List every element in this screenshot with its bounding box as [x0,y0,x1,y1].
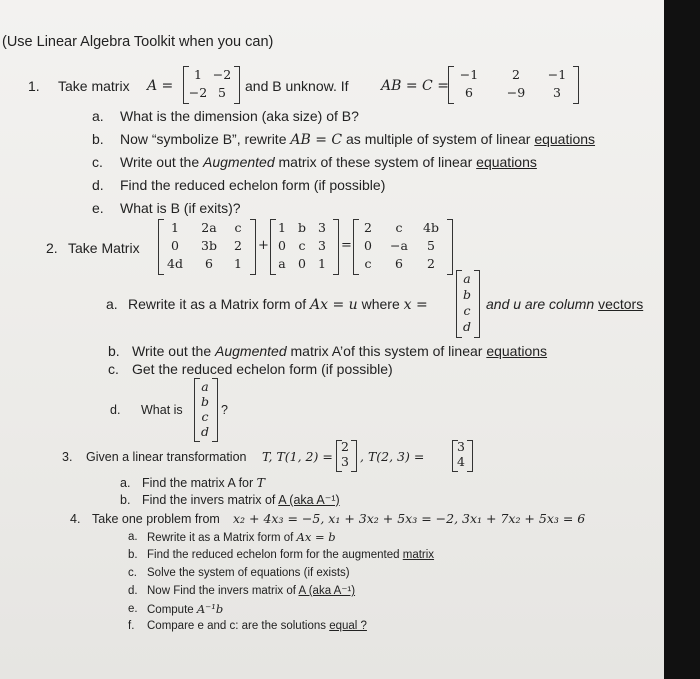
q4-number: 4. [70,512,81,526]
q1-mid-text: and B unknow. If [245,78,349,94]
header-note: (Use Linear Algebra Toolkit when you can) [2,34,274,50]
q3a-text: Find the matrix A for T [142,475,265,490]
q2b-label: b. [108,343,120,359]
q1b-label: b. [92,131,104,147]
q2a-tail: and u are column vectors [486,296,644,312]
q1e-label: e. [92,200,104,216]
q4a-text: Rewrite it as a Matrix form of Ax = b [147,530,336,544]
q1c-label: c. [92,154,103,170]
q4-equations: x₂ + 4x₃ = −5, x₁ + 3x₂ + 5x₃ = −2, 3x₁ + 7x₂ + 5x₃ = 6 [233,511,586,526]
q4e-text: Compute A⁻¹b [147,602,224,616]
q3a-label: a. [120,476,131,490]
q1b-text: Now “symbolize B”, rewrite AB = C as multiple of system of linear equations [120,131,596,148]
q4c-label: c. [128,567,137,579]
q1-A-symbol: A = [147,78,174,94]
q4f-text: Compare e and c: are the solutions equal ? [147,620,367,632]
q1-lead: Take matrix [58,78,130,94]
q2a-label: a. [106,296,118,312]
q1-number: 1. [28,78,40,94]
plus-sign: + [258,238,269,253]
q2c-text: Get the reduced echelon form (if possible) [132,361,393,377]
q4d-text: Now Find the invers matrix of A (aka A⁻¹) [147,585,356,597]
q2-lead: Take Matrix [68,240,140,256]
q4c-text: Solve the system of equations (if exists) [147,567,350,579]
q2b-text: Write out the Augmented matrix A’of this system of linear equations [132,343,548,359]
q3-T2: , T(2, 3) = [360,449,425,464]
q2d-label: d. [110,403,121,417]
q4b-label: b. [128,549,138,561]
q2a-text: Rewrite it as a Matrix form of Ax = u where x = [128,296,428,313]
q2-number: 2. [46,240,58,256]
q3b-text: Find the invers matrix of A (aka A⁻¹) [142,493,340,507]
q1d-text: Find the reduced echelon form (if possible) [120,177,386,193]
q1-AB-eq: AB = C = [381,78,449,94]
q1c-text: Write out the Augmented matrix of these system of linear equations [120,154,537,170]
q2c-label: c. [108,361,119,377]
q3-T1: T, T(1, 2) = [262,449,333,464]
dark-edge [664,0,700,679]
q2d-question: ? [221,403,228,417]
q4b-text: Find the reduced echelon form for the augmented matrix [147,549,435,561]
q1e-text: What is B (if exits)? [120,200,241,216]
q1d-label: d. [92,177,104,193]
q2d-text: What is [141,403,183,417]
q4-lead: Take one problem from [92,512,220,526]
equals-sign: = [341,238,352,253]
q3-lead: Given a linear transformation [86,450,247,464]
q4a-label: a. [128,531,138,543]
q3b-label: b. [120,493,131,507]
q4e-label: e. [128,603,138,615]
q1a-text: What is the dimension (aka size) of B? [120,108,359,124]
q4f-label: f. [128,620,135,632]
q3-number: 3. [62,450,73,464]
q1a-label: a. [92,108,104,124]
q4d-label: d. [128,585,138,597]
